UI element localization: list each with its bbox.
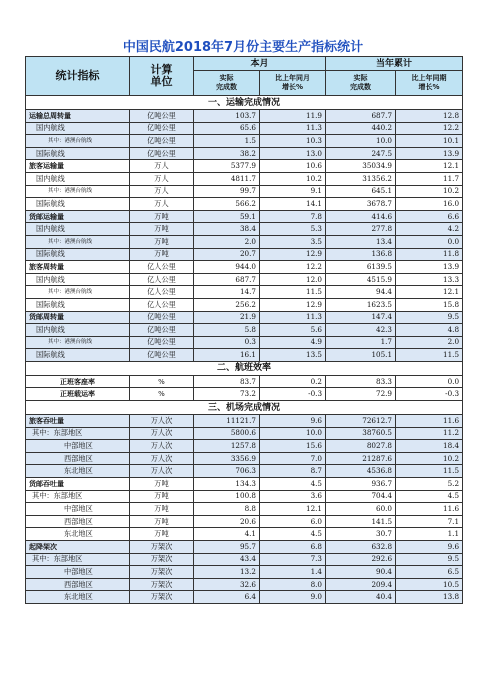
month-actual-cell: 20.6 (194, 515, 260, 528)
indicator-cell: 西部地区 (26, 578, 130, 591)
month-growth-cell: 12.9 (260, 248, 326, 261)
section-header-row (26, 401, 463, 415)
table-row (26, 440, 463, 453)
unit-cell: 万吨 (130, 490, 194, 503)
month-actual-cell: 73.2 (194, 388, 260, 401)
indicator-cell: 东北地区 (26, 465, 130, 478)
ytd-growth-cell: 13.9 (396, 147, 463, 160)
month-growth-cell: 13.0 (260, 147, 326, 160)
indicator-cell: 其中：港澳台航线 (26, 336, 130, 349)
header-month-actual: 实际 完成数 (194, 71, 260, 96)
month-growth-cell: 12.1 (260, 503, 326, 516)
table-row (26, 528, 463, 541)
month-actual-cell: 6.4 (194, 591, 260, 604)
ytd-actual-cell: 141.5 (326, 515, 396, 528)
table-row (26, 452, 463, 465)
ytd-actual-cell: 292.6 (326, 553, 396, 566)
month-actual-cell: 43.4 (194, 553, 260, 566)
indicator-cell: 中部地区 (26, 440, 130, 453)
unit-cell: 万人 (130, 172, 194, 185)
unit-cell: 万吨 (130, 528, 194, 541)
ytd-actual-cell: 6139.5 (326, 261, 396, 274)
ytd-growth-cell: 0.0 (396, 375, 463, 388)
month-actual-cell: 38.2 (194, 147, 260, 160)
indicator-cell: 国内航线 (26, 122, 130, 135)
indicator-cell: 国内航线 (26, 172, 130, 185)
indicator-cell: 其中：东部地区 (26, 553, 130, 566)
table-row (26, 503, 463, 516)
month-actual-cell: 4.1 (194, 528, 260, 541)
ytd-growth-cell: 6.5 (396, 566, 463, 579)
table-row (26, 286, 463, 299)
table-row (26, 198, 463, 211)
header-month-growth: 比上年同月 增长% (260, 71, 326, 96)
indicator-cell: 东北地区 (26, 528, 130, 541)
unit-cell: 万吨 (130, 235, 194, 248)
ytd-actual-cell: 687.7 (326, 110, 396, 123)
indicator-cell: 旅客吞吐量 (26, 415, 130, 428)
section-title: 二、航班效率 (26, 361, 463, 375)
ytd-growth-cell: 12.1 (396, 286, 463, 299)
month-actual-cell: 0.3 (194, 336, 260, 349)
ytd-actual-cell: 3678.7 (326, 198, 396, 211)
unit-cell: 亿吨公里 (130, 135, 194, 148)
header-month: 本月 (194, 57, 326, 71)
unit-cell: 万架次 (130, 578, 194, 591)
month-actual-cell: 100.8 (194, 490, 260, 503)
ytd-growth-cell: 11.8 (396, 248, 463, 261)
ytd-growth-cell: 9.5 (396, 553, 463, 566)
table-row (26, 248, 463, 261)
table-row (26, 147, 463, 160)
unit-cell: 万架次 (130, 541, 194, 554)
month-actual-cell: 8.8 (194, 503, 260, 516)
ytd-growth-cell: 9.6 (396, 541, 463, 554)
unit-cell: 万架次 (130, 566, 194, 579)
table-row (26, 388, 463, 401)
unit-cell: 万吨 (130, 503, 194, 516)
month-actual-cell: 2.0 (194, 235, 260, 248)
ytd-growth-cell: 1.1 (396, 528, 463, 541)
month-growth-cell: 15.6 (260, 440, 326, 453)
ytd-actual-cell: 645.1 (326, 185, 396, 198)
month-growth-cell: 9.0 (260, 591, 326, 604)
unit-cell: % (130, 375, 194, 388)
ytd-growth-cell: 10.1 (396, 135, 463, 148)
month-growth-cell: 0.2 (260, 375, 326, 388)
indicator-cell: 货邮周转量 (26, 311, 130, 324)
table-row (26, 160, 463, 173)
ytd-growth-cell: 12.8 (396, 110, 463, 123)
table-row (26, 349, 463, 362)
indicator-cell: 国际航线 (26, 298, 130, 311)
indicator-cell: 其中：港澳台航线 (26, 235, 130, 248)
month-actual-cell: 566.2 (194, 198, 260, 211)
month-actual-cell: 944.0 (194, 261, 260, 274)
month-actual-cell: 59.1 (194, 210, 260, 223)
ytd-growth-cell: 18.4 (396, 440, 463, 453)
indicator-cell: 东北地区 (26, 591, 130, 604)
month-growth-cell: 7.8 (260, 210, 326, 223)
unit-cell: 亿吨公里 (130, 311, 194, 324)
unit-cell: 万吨 (130, 248, 194, 261)
table-row (26, 415, 463, 428)
month-actual-cell: 103.7 (194, 110, 260, 123)
unit-cell: 万吨 (130, 223, 194, 236)
ytd-actual-cell: 31356.2 (326, 172, 396, 185)
month-growth-cell: 9.6 (260, 415, 326, 428)
month-growth-cell: 10.6 (260, 160, 326, 173)
table-row (26, 566, 463, 579)
indicator-cell: 西部地区 (26, 452, 130, 465)
ytd-growth-cell: 15.8 (396, 298, 463, 311)
indicator-cell: 国际航线 (26, 248, 130, 261)
header-row-1 (26, 57, 463, 71)
month-growth-cell: 12.9 (260, 298, 326, 311)
month-actual-cell: 14.7 (194, 286, 260, 299)
ytd-growth-cell: 11.7 (396, 172, 463, 185)
unit-cell: 万架次 (130, 553, 194, 566)
report-title: 中国民航2018年7月份主要生产指标统计 (122, 40, 364, 55)
unit-cell: 亿吨公里 (130, 147, 194, 160)
indicator-cell: 国内航线 (26, 324, 130, 337)
month-actual-cell: 4811.7 (194, 172, 260, 185)
month-growth-cell: 6.8 (260, 541, 326, 554)
month-growth-cell: 11.9 (260, 110, 326, 123)
ytd-growth-cell: 16.0 (396, 198, 463, 211)
ytd-growth-cell: 4.5 (396, 490, 463, 503)
month-growth-cell: 12.2 (260, 261, 326, 274)
month-growth-cell: 14.1 (260, 198, 326, 211)
header-indicator: 统计指标 (26, 57, 130, 96)
unit-cell: 万人次 (130, 415, 194, 428)
indicator-cell: 运输总周转量 (26, 110, 130, 123)
ytd-growth-cell: 7.1 (396, 515, 463, 528)
month-actual-cell: 1.5 (194, 135, 260, 148)
table-body (26, 57, 463, 604)
unit-cell: % (130, 388, 194, 401)
table-row (26, 311, 463, 324)
ytd-growth-cell: 10.2 (396, 185, 463, 198)
month-growth-cell: 10.3 (260, 135, 326, 148)
ytd-growth-cell: 4.8 (396, 324, 463, 337)
unit-cell: 万人 (130, 160, 194, 173)
table-row (26, 223, 463, 236)
unit-cell: 亿人公里 (130, 286, 194, 299)
ytd-actual-cell: 936.7 (326, 478, 396, 491)
indicator-cell: 货邮吞吐量 (26, 478, 130, 491)
month-growth-cell: 12.0 (260, 273, 326, 286)
table-row (26, 298, 463, 311)
ytd-actual-cell: 40.4 (326, 591, 396, 604)
month-growth-cell: 7.3 (260, 553, 326, 566)
ytd-actual-cell: 105.1 (326, 349, 396, 362)
table-row (26, 478, 463, 491)
table-row (26, 110, 463, 123)
ytd-actual-cell: 1623.5 (326, 298, 396, 311)
indicator-cell: 其中：港澳台航线 (26, 286, 130, 299)
ytd-actual-cell: 440.2 (326, 122, 396, 135)
indicator-cell: 国际航线 (26, 198, 130, 211)
ytd-actual-cell: 60.0 (326, 503, 396, 516)
unit-cell: 万人次 (130, 452, 194, 465)
unit-cell: 亿吨公里 (130, 349, 194, 362)
month-growth-cell: 10.2 (260, 172, 326, 185)
indicator-cell: 正班载运率 (26, 388, 130, 401)
header-ytd: 当年累计 (326, 57, 463, 71)
unit-cell: 万吨 (130, 478, 194, 491)
unit-cell: 万人次 (130, 427, 194, 440)
ytd-growth-cell: 11.6 (396, 503, 463, 516)
month-growth-cell: 11.3 (260, 122, 326, 135)
month-actual-cell: 13.2 (194, 566, 260, 579)
month-growth-cell: 6.0 (260, 515, 326, 528)
table-row (26, 336, 463, 349)
ytd-growth-cell: 11.6 (396, 415, 463, 428)
table-row (26, 324, 463, 337)
unit-cell: 亿吨公里 (130, 110, 194, 123)
month-growth-cell: -0.3 (260, 388, 326, 401)
month-actual-cell: 99.7 (194, 185, 260, 198)
unit-cell: 亿吨公里 (130, 324, 194, 337)
ytd-actual-cell: 147.4 (326, 311, 396, 324)
month-growth-cell: 11.3 (260, 311, 326, 324)
section-header-row (26, 361, 463, 375)
ytd-actual-cell: 1.7 (326, 336, 396, 349)
table-row (26, 541, 463, 554)
ytd-growth-cell: 13.9 (396, 261, 463, 274)
ytd-actual-cell: 136.8 (326, 248, 396, 261)
ytd-actual-cell: 72.9 (326, 388, 396, 401)
unit-cell: 万人次 (130, 440, 194, 453)
month-growth-cell: 3.5 (260, 235, 326, 248)
indicator-cell: 起降架次 (26, 541, 130, 554)
ytd-growth-cell: 2.0 (396, 336, 463, 349)
unit-cell: 亿吨公里 (130, 122, 194, 135)
ytd-growth-cell: 13.3 (396, 273, 463, 286)
month-growth-cell: 5.3 (260, 223, 326, 236)
ytd-actual-cell: 42.3 (326, 324, 396, 337)
unit-cell: 亿人公里 (130, 298, 194, 311)
header-ytd-growth: 比上年同期 增长% (396, 71, 463, 96)
month-actual-cell: 256.2 (194, 298, 260, 311)
ytd-growth-cell: 6.6 (396, 210, 463, 223)
ytd-actual-cell: 4515.9 (326, 273, 396, 286)
indicator-cell: 正班客座率 (26, 375, 130, 388)
ytd-growth-cell: 10.2 (396, 452, 463, 465)
ytd-actual-cell: 10.0 (326, 135, 396, 148)
section-title: 三、机场完成情况 (26, 401, 463, 415)
month-actual-cell: 32.6 (194, 578, 260, 591)
indicator-cell: 其中：东部地区 (26, 427, 130, 440)
month-actual-cell: 687.7 (194, 273, 260, 286)
table-row (26, 578, 463, 591)
ytd-growth-cell: 12.1 (396, 160, 463, 173)
month-actual-cell: 83.7 (194, 375, 260, 388)
ytd-growth-cell: 11.5 (396, 349, 463, 362)
table-row (26, 553, 463, 566)
ytd-actual-cell: 632.8 (326, 541, 396, 554)
table-row (26, 273, 463, 286)
ytd-actual-cell: 247.5 (326, 147, 396, 160)
indicator-cell: 国内航线 (26, 223, 130, 236)
table-row (26, 210, 463, 223)
indicator-cell: 西部地区 (26, 515, 130, 528)
ytd-growth-cell: 13.8 (396, 591, 463, 604)
indicator-cell: 中部地区 (26, 503, 130, 516)
month-actual-cell: 95.7 (194, 541, 260, 554)
month-actual-cell: 134.3 (194, 478, 260, 491)
month-growth-cell: 13.5 (260, 349, 326, 362)
month-actual-cell: 3356.9 (194, 452, 260, 465)
unit-cell: 万人 (130, 185, 194, 198)
unit-cell: 万人 (130, 198, 194, 211)
unit-cell: 亿吨公里 (130, 336, 194, 349)
table-row (26, 235, 463, 248)
table-row (26, 515, 463, 528)
ytd-growth-cell: 11.5 (396, 465, 463, 478)
month-actual-cell: 706.3 (194, 465, 260, 478)
month-actual-cell: 11121.7 (194, 415, 260, 428)
month-actual-cell: 65.6 (194, 122, 260, 135)
ytd-actual-cell: 72612.7 (326, 415, 396, 428)
month-actual-cell: 5800.6 (194, 427, 260, 440)
table-row (26, 122, 463, 135)
ytd-actual-cell: 277.8 (326, 223, 396, 236)
ytd-growth-cell: 9.5 (396, 311, 463, 324)
table-row (26, 135, 463, 148)
table-row (26, 427, 463, 440)
unit-cell: 万架次 (130, 591, 194, 604)
month-growth-cell: 5.6 (260, 324, 326, 337)
month-growth-cell: 9.1 (260, 185, 326, 198)
ytd-actual-cell: 13.4 (326, 235, 396, 248)
ytd-growth-cell: 0.0 (396, 235, 463, 248)
section-header-row (26, 96, 463, 110)
statistics-table (25, 56, 463, 604)
ytd-growth-cell: 10.5 (396, 578, 463, 591)
table-row (26, 490, 463, 503)
month-actual-cell: 20.7 (194, 248, 260, 261)
indicator-cell: 其中：港澳台航线 (26, 185, 130, 198)
month-actual-cell: 5377.9 (194, 160, 260, 173)
ytd-actual-cell: 90.4 (326, 566, 396, 579)
indicator-cell: 旅客运输量 (26, 160, 130, 173)
month-actual-cell: 16.1 (194, 349, 260, 362)
month-growth-cell: 1.4 (260, 566, 326, 579)
month-growth-cell: 11.5 (260, 286, 326, 299)
indicator-cell: 国际航线 (26, 147, 130, 160)
ytd-growth-cell: 5.2 (396, 478, 463, 491)
ytd-growth-cell: 12.2 (396, 122, 463, 135)
unit-cell: 亿人公里 (130, 273, 194, 286)
ytd-actual-cell: 35034.9 (326, 160, 396, 173)
ytd-actual-cell: 83.3 (326, 375, 396, 388)
unit-cell: 万吨 (130, 210, 194, 223)
indicator-cell: 中部地区 (26, 566, 130, 579)
unit-cell: 亿人公里 (130, 261, 194, 274)
table-row (26, 375, 463, 388)
table-row (26, 172, 463, 185)
month-actual-cell: 21.9 (194, 311, 260, 324)
ytd-actual-cell: 38760.5 (326, 427, 396, 440)
month-growth-cell: 10.0 (260, 427, 326, 440)
indicator-cell: 旅客周转量 (26, 261, 130, 274)
table-row (26, 465, 463, 478)
ytd-actual-cell: 209.4 (326, 578, 396, 591)
month-actual-cell: 38.4 (194, 223, 260, 236)
ytd-actual-cell: 704.4 (326, 490, 396, 503)
indicator-cell: 国际航线 (26, 349, 130, 362)
indicator-cell: 其中：东部地区 (26, 490, 130, 503)
month-growth-cell: 8.7 (260, 465, 326, 478)
month-growth-cell: 4.9 (260, 336, 326, 349)
ytd-actual-cell: 94.4 (326, 286, 396, 299)
ytd-growth-cell: 11.2 (396, 427, 463, 440)
ytd-growth-cell: -0.3 (396, 388, 463, 401)
section-title: 一、运输完成情况 (26, 96, 463, 110)
month-growth-cell: 4.5 (260, 528, 326, 541)
table-row (26, 591, 463, 604)
ytd-growth-cell: 4.2 (396, 223, 463, 236)
month-growth-cell: 4.5 (260, 478, 326, 491)
month-actual-cell: 1257.8 (194, 440, 260, 453)
unit-cell: 万吨 (130, 515, 194, 528)
indicator-cell: 国内航线 (26, 273, 130, 286)
ytd-actual-cell: 8027.8 (326, 440, 396, 453)
ytd-actual-cell: 21287.6 (326, 452, 396, 465)
header-unit: 计算 单位 (130, 57, 194, 96)
indicator-cell: 货邮运输量 (26, 210, 130, 223)
table-row (26, 185, 463, 198)
indicator-cell: 其中：港澳台航线 (26, 135, 130, 148)
ytd-actual-cell: 414.6 (326, 210, 396, 223)
month-growth-cell: 3.6 (260, 490, 326, 503)
table-row (26, 261, 463, 274)
ytd-actual-cell: 4536.8 (326, 465, 396, 478)
ytd-actual-cell: 30.7 (326, 528, 396, 541)
month-growth-cell: 7.0 (260, 452, 326, 465)
month-actual-cell: 5.8 (194, 324, 260, 337)
unit-cell: 万人次 (130, 465, 194, 478)
month-growth-cell: 8.0 (260, 578, 326, 591)
header-ytd-actual: 实际 完成数 (326, 71, 396, 96)
